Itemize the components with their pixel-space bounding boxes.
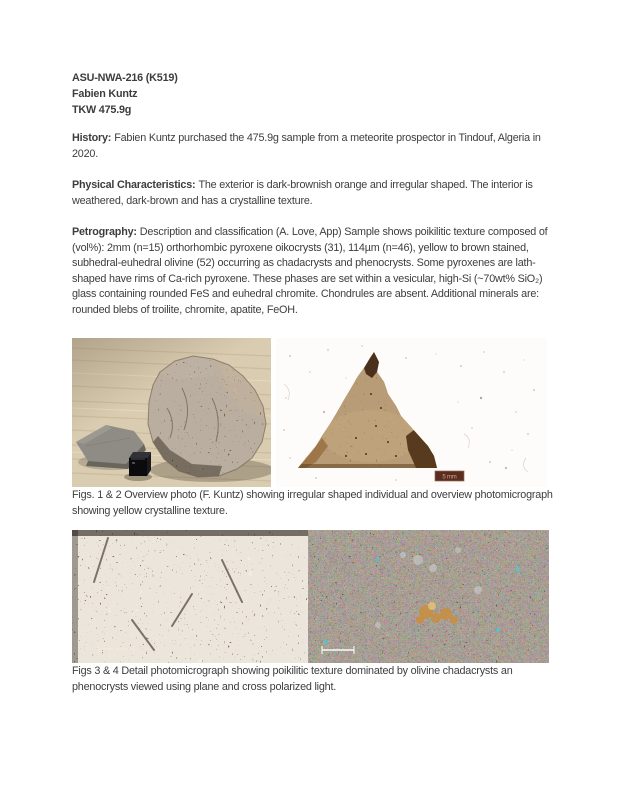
tkw-mass: TKW 475.9g [72, 104, 132, 116]
figure-xpl-micrograph [308, 530, 549, 663]
section-physical-text: The exterior is dark-brownish orange and irregular shaped. The interior is weathered, dark-brown and has a crystalline texture. [72, 179, 533, 207]
sample-id: ASU-NWA-216 (K519) [72, 72, 178, 84]
section-petrography-text: Description and classification (A. Love, App) Sample shows poikilitic texture composed of (vol%): 2mm (n=15) orthorhombic pyroxene oikocrysts (31), 114µm (n=46), yellow to brown stained, subhedral-euhedral olivine (52) occurring as chadacrysts and phenocrysts. Some pyroxenes are lath-shaped have rims of Ca-rich pyroxene. These phases are set within a vesicular, high-Si (~70wt% SiO₂) glass containing rounded FeS and euhedral chromite. Chondrules are absent. Additional minerals are: rounded blebs of troilite, chromite, apatite, FeOH. [72, 226, 548, 316]
section-physical-label: Physical Characteristics: [72, 179, 196, 191]
owner-name: Fabien Kuntz [72, 88, 138, 100]
ppl-micrograph-illustration [72, 530, 308, 663]
caption-figs-3-4: Figs 3 & 4 Detail photomicrograph showing poikilitic texture dominated by olivine chadacrysts an phenocrysts viewed using plane and cross polarized light. [72, 665, 513, 693]
meteorite-photo-illustration [72, 338, 271, 487]
figure-thin-section-overview [276, 338, 547, 487]
section-history [72, 131, 564, 162]
section-petrography [72, 225, 564, 318]
figure-ppl-micrograph [72, 530, 308, 663]
section-physical-characteristics [72, 178, 564, 209]
thin-section-illustration [276, 338, 547, 487]
scale-bar [435, 471, 464, 481]
xpl-micrograph-illustration [308, 530, 549, 663]
section-history-label: History: [72, 132, 112, 144]
section-history-text: Fabien Kuntz purchased the 475.9g sample from a meteorite prospector in Tindouf, Algeria in 2020. [72, 132, 541, 160]
caption-figs-1-2: Figs. 1 & 2 Overview photo (F. Kuntz) showing irregular shaped individual and overview photomicrograph showing yellow crystalline texture. [72, 489, 553, 517]
section-petrography-label: Petrography: [72, 226, 137, 238]
document-header [72, 70, 552, 118]
scale-bar-label: 5 mm [442, 474, 457, 481]
figure-overview-photo [72, 338, 271, 487]
